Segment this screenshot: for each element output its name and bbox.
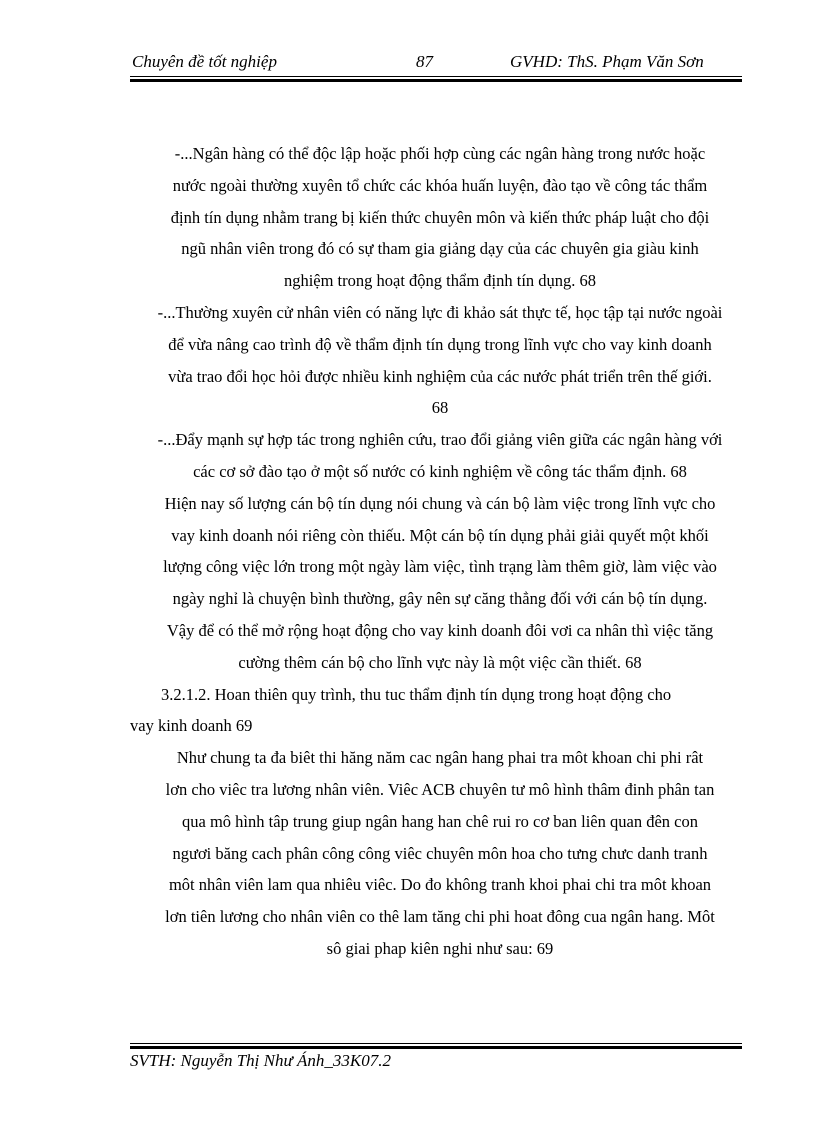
header-rule-thick (130, 79, 742, 82)
body-line: để vừa nâng cao trình độ về thẩm định tín dụng trong lĩnh vực cho vay kinh doanh (168, 334, 712, 354)
body-line: 68 (431, 398, 449, 418)
body-line: lượng công việc lớn trong một ngày làm việc, tình trạng làm thêm giờ, làm việc vào (163, 557, 717, 577)
body-line: ngày nghỉ là chuyện bình thường, gây nên sự căng thẳng đối với cán bộ tín dụng. (172, 589, 708, 609)
header-advisor: GVHD: ThS. Phạm Văn Sơn (510, 52, 704, 71)
body-line: vay kinh doanh 69 (130, 716, 253, 736)
header-rule-thin (130, 76, 742, 77)
body-line: vừa trao đổi học hỏi được nhiều kinh nghiệm của các nước phát triển trên thế giới. (168, 366, 712, 386)
body-line: Như chung ta đa biêt thi hăng năm cac ngân hang phai tra môt khoan chi phi rât (176, 748, 704, 768)
body-line: ngũ nhân viên trong đó có sự tham gia giảng dạy của các chuyên gia giàu kinh (181, 239, 699, 259)
body-line: nghiệm trong hoạt động thẩm định tín dụng. 68 (283, 271, 597, 291)
body-line: -...Ngân hàng có thể độc lập hoặc phối hợp cùng các ngân hàng trong nước hoặc (174, 144, 706, 163)
page-header (130, 52, 742, 74)
body-line: sô giai phap kiên nghi như sau: 69 (326, 938, 554, 958)
body-line: 3.2.1.2. Hoan thiên quy trình, thu tuc thẩm định tín dụng trong hoạt động cho (161, 684, 672, 704)
body-line: cường thêm cán bộ cho lĩnh vực này là một việc cần thiết. 68 (238, 652, 642, 672)
body-line: Hiện nay số lượng cán bộ tín dụng nói chung và cán bộ làm việc trong lĩnh vực cho (164, 493, 716, 513)
body-line: ngươi băng cach phân công công viêc chuyên môn hoa cho tưng chưc danh tranh (172, 843, 708, 863)
header-page-number: 87 (416, 52, 433, 71)
body-line: lơn tiên lương cho nhân viên co thê lam tăng chi phi hoat đông cua ngân hang. Môt (165, 907, 715, 927)
body-line: -...Đẩy mạnh sự hợp tác trong nghiên cứu, trao đổi giảng viên giữa các ngân hàng với (157, 430, 723, 450)
body-line: Vậy để có thể mở rộng hoạt động cho vay kinh doanh đôi vơi ca nhân thì việc tăng (166, 620, 714, 640)
footer-rule-thin (130, 1043, 742, 1044)
body-line: -...Thường xuyên cử nhân viên có năng lực đi khảo sát thực tế, học tập tại nước ngoài (157, 302, 723, 322)
body-text (130, 138, 750, 965)
footer-rule-thick (130, 1046, 742, 1049)
body-line: qua mô hình tâp trung giup ngân hang han chê rui ro cơ ban liên quan đên con (182, 811, 698, 831)
body-line: nước ngoài thường xuyên tổ chức các khóa huấn luyện, đào tạo về công tác thẩm (172, 175, 708, 195)
body-line: môt nhân viên lam qua nhiêu viêc. Do đo không tranh khoi phai chi tra môt khoan (168, 875, 712, 895)
footer-student: SVTH: Nguyễn Thị Như Ánh_33K07.2 (130, 1051, 391, 1070)
body-line: lơn cho viêc tra lương nhân viên. Viêc ACB chuyên tư mô hình thâm đinh phân tan (165, 779, 715, 799)
body-line: định tín dụng nhằm trang bị kiến thức chuyên môn và kiến thức pháp luật cho đội (170, 207, 710, 227)
header-document-title: Chuyên đề tốt nghiệp (132, 52, 277, 71)
body-line: các cơ sở đào tạo ở một số nước có kinh nghiệm về công tác thẩm định. 68 (193, 461, 687, 481)
body-line: vay kinh doanh nói riêng còn thiếu. Một cán bộ tín dụng phải giải quyết một khối (171, 525, 709, 545)
